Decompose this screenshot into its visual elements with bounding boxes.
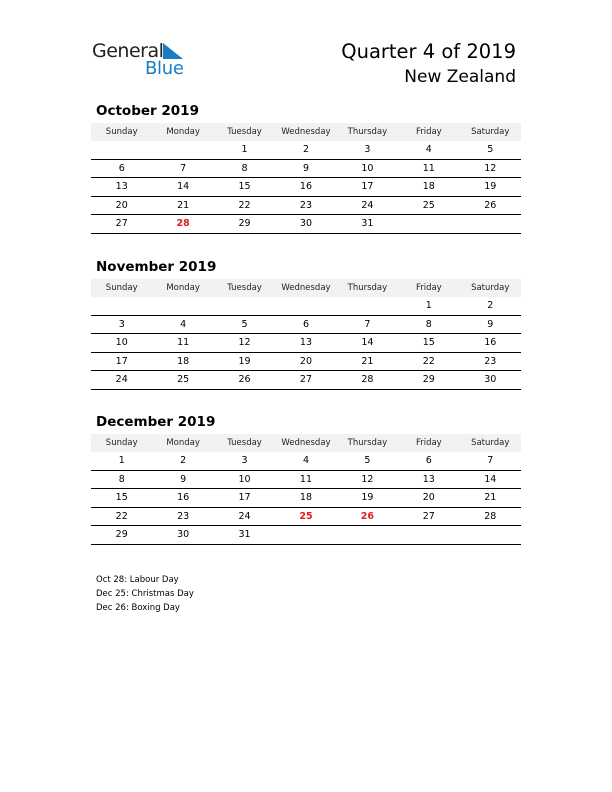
day-cell [91,141,152,159]
day-name: Monday [166,127,200,137]
month-december [91,412,521,545]
day-cell: 17 [238,492,251,503]
day-cell: 18 [177,355,190,367]
day-cell: 10 [238,473,251,485]
day-cell: 15 [115,492,128,503]
day-cell: 23 [484,355,497,367]
day-cell: 27 [422,510,435,522]
day-cell: 7 [487,455,494,466]
day-name: Tuesday [227,283,262,293]
calendar-grid [91,452,521,545]
day-cell: 13 [422,473,435,485]
day-cell: 22 [238,199,251,211]
day-cell: 3 [118,318,125,330]
holiday-note: Dec 26: Boxing Day [96,603,180,613]
week-row [91,353,521,372]
week-row [91,371,521,390]
week-row [91,178,521,197]
day-cell: 15 [238,181,251,192]
logo [92,40,192,80]
calendar-grid [91,141,521,234]
day-cell [398,215,459,233]
day-cell: 6 [118,162,125,174]
day-cell: 29 [422,374,435,385]
day-cell: 26 [484,199,497,211]
day-cell: 14 [177,181,190,192]
day-cell: 22 [422,355,435,367]
day-cell: 13 [299,337,313,348]
day-cell: 12 [484,162,497,174]
month-title: October 2019 [96,103,199,119]
day-name: Thursday [347,283,388,293]
day-cell: 28 [484,510,497,522]
week-row [91,508,521,527]
day-cell: 19 [361,492,374,503]
day-name: Friday [415,283,442,293]
day-cell: 16 [484,337,497,348]
week-row [91,197,521,216]
day-cell: 19 [484,181,497,192]
day-cell: 4 [180,318,187,330]
day-cell: 21 [484,492,497,503]
day-cell: 2 [302,144,309,155]
day-cell: 4 [302,455,309,466]
day-cell [337,297,398,315]
logo-blue-text: Blue [145,58,184,79]
day-cell: 1 [118,455,125,466]
calendar-grid [91,297,521,390]
day-cell [214,297,275,315]
week-row [91,297,521,316]
day-cell: 8 [241,162,248,174]
day-cell: 11 [299,473,313,485]
page-subtitle: New Zealand [404,67,516,87]
day-cell [275,297,336,315]
day-cell: 1 [425,300,432,311]
day-cell: 28 [176,218,190,229]
day-cell: 6 [302,318,309,330]
day-cell: 26 [238,374,251,385]
day-name: Wednesday [281,283,331,293]
month-title: November 2019 [96,259,217,275]
day-cell: 2 [180,455,187,466]
day-name: Wednesday [281,127,331,137]
day-cell [337,526,398,544]
day-name-header [91,123,521,141]
logo-general-text: General [92,40,164,62]
day-cell: 2 [487,300,494,311]
day-cell [91,297,152,315]
day-cell: 12 [238,337,251,348]
day-cell: 5 [364,455,371,466]
day-name: Friday [415,127,442,137]
day-cell: 17 [115,355,128,367]
day-name: Monday [166,283,200,293]
day-cell: 23 [177,510,190,522]
day-cell: 26 [360,510,375,522]
day-cell: 8 [118,473,125,485]
day-name: Saturday [471,283,510,293]
day-cell: 3 [364,144,371,155]
day-cell: 6 [425,455,432,466]
holiday-note: Oct 28: Labour Day [96,575,179,585]
day-cell: 27 [115,218,128,229]
page-title: Quarter 4 of 2019 [341,40,516,63]
day-name: Sunday [105,127,138,137]
day-name: Saturday [471,438,510,448]
day-name: Tuesday [227,127,262,137]
day-cell: 23 [299,199,313,211]
day-cell: 18 [299,492,313,503]
day-cell: 31 [361,218,374,229]
day-cell: 30 [484,374,497,385]
day-cell: 5 [241,318,248,330]
day-cell: 21 [177,199,190,211]
day-cell: 25 [177,374,190,385]
day-name-header [91,434,521,452]
month-october [91,101,521,234]
day-cell: 11 [177,337,190,348]
day-cell: 5 [487,144,494,155]
holiday-notes [96,573,194,615]
day-cell: 25 [422,199,435,211]
day-cell: 27 [299,374,313,385]
day-cell: 24 [238,510,251,522]
day-name: Wednesday [281,438,331,448]
day-cell: 8 [425,318,432,330]
day-cell: 30 [177,529,190,540]
month-title: December 2019 [96,414,216,430]
day-cell [460,526,521,544]
week-row [91,526,521,545]
day-name: Thursday [347,438,388,448]
day-cell: 11 [422,162,435,174]
logo-triangle-icon [161,43,183,59]
day-cell: 18 [422,181,435,192]
day-cell: 20 [115,199,128,211]
week-row [91,489,521,508]
day-cell: 1 [241,144,248,155]
day-cell: 31 [238,529,251,540]
day-cell: 7 [364,318,371,330]
day-cell [460,215,521,233]
day-name: Sunday [105,438,138,448]
week-row [91,471,521,490]
day-cell: 16 [177,492,190,503]
day-cell: 24 [115,374,128,385]
day-cell: 17 [361,181,374,192]
day-name: Saturday [471,127,510,137]
day-cell: 10 [361,162,374,174]
day-cell: 9 [180,473,187,485]
day-cell: 7 [180,162,187,174]
day-cell: 28 [361,374,374,385]
day-cell: 16 [299,181,313,192]
day-cell: 13 [115,181,128,192]
day-cell: 29 [238,218,251,229]
day-cell: 10 [115,337,128,348]
day-cell: 4 [425,144,432,155]
day-name: Tuesday [227,438,262,448]
week-row [91,141,521,160]
day-cell: 30 [299,218,313,229]
day-cell: 25 [299,510,313,522]
day-cell: 20 [422,492,435,503]
day-cell: 20 [299,355,313,367]
day-cell: 9 [302,162,309,174]
day-cell: 24 [361,199,374,211]
day-name-header [91,279,521,297]
week-row [91,215,521,234]
day-name: Sunday [105,283,138,293]
holiday-note: Dec 25: Christmas Day [96,589,194,599]
month-november [91,257,521,390]
day-cell [398,526,459,544]
week-row [91,334,521,353]
day-cell: 14 [484,473,497,485]
day-cell: 21 [361,355,374,367]
day-cell: 12 [361,473,374,485]
day-cell: 15 [422,337,435,348]
day-cell: 9 [487,318,494,330]
day-cell [275,526,336,544]
day-cell: 3 [241,455,248,466]
day-name: Thursday [347,127,388,137]
week-row [91,316,521,335]
week-row [91,452,521,471]
day-cell: 19 [238,355,251,367]
day-cell [152,141,213,159]
day-cell: 29 [115,529,128,540]
day-cell: 22 [115,510,128,522]
day-cell [152,297,213,315]
day-cell: 14 [361,337,374,348]
day-name: Monday [166,438,200,448]
week-row [91,160,521,179]
day-name: Friday [415,438,442,448]
